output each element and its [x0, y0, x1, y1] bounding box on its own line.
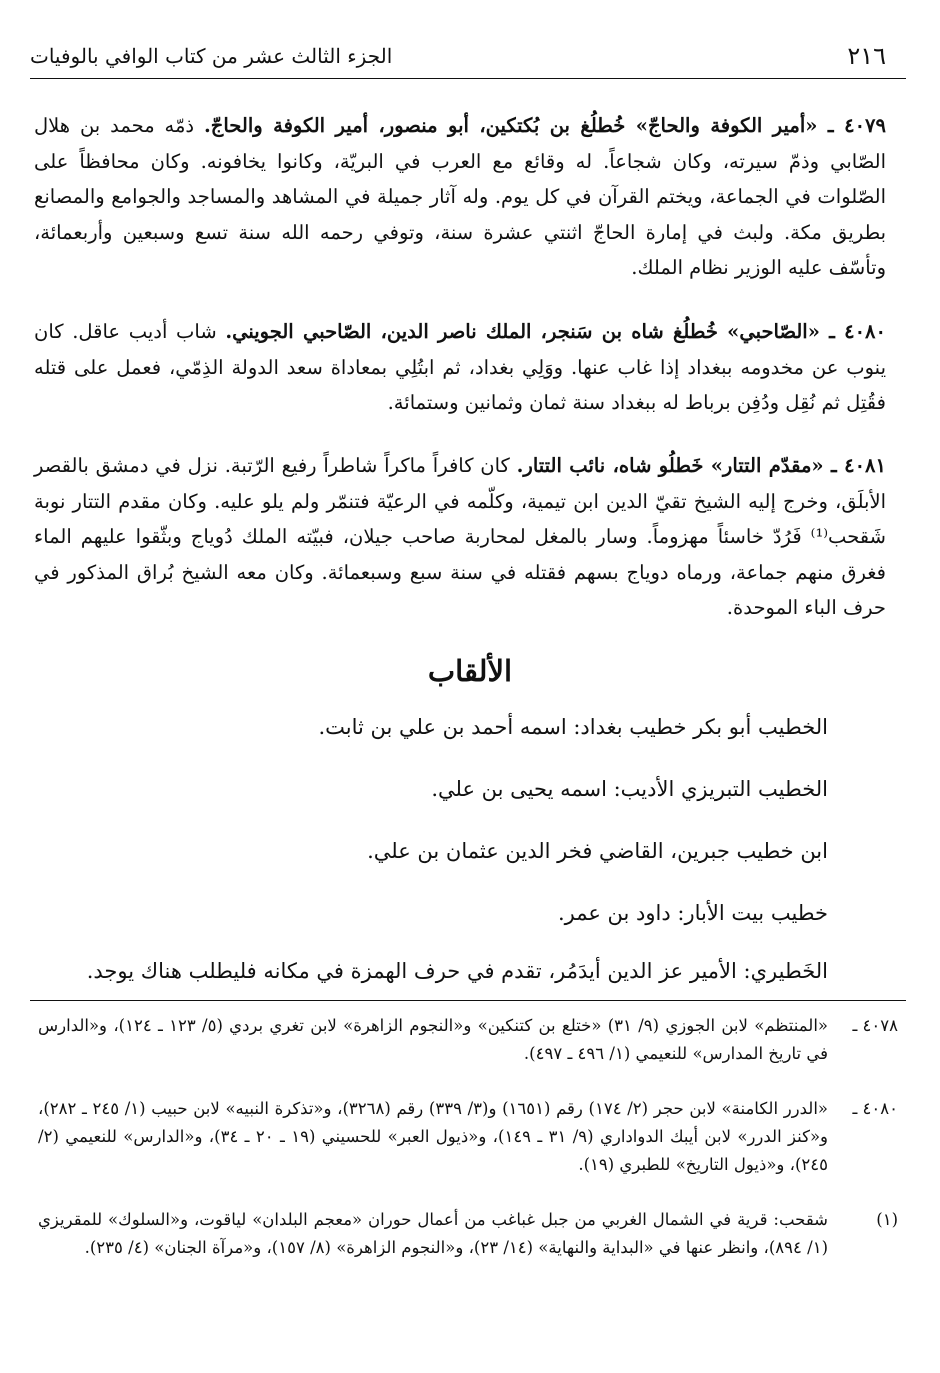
footnote	[38, 1012, 898, 1068]
footnote-text: «الدرر الكامنة» لابن حجر (٢/ ١٧٤) رقم (١٦٥١) و(٣/ ٣٣٩) رقم (٣٢٦٨)، و«تذكرة النبيه» لابن حبيب (١/ ٢٤٥ ـ ٢٨٢)، و«كنز الدرر» لابن أيبك الدواداري (٩/ ٣١ ـ ١٤٩)، و«ذيول العبر» للحسيني (١٩ ـ ٢٠ ـ ٣٤)، و«الدارس» للنعيمي (٢/ ٢٤٥)، و«ذيول التاريخ» للطبري (١٩).	[38, 1099, 829, 1174]
section-title-alqab: الألقاب	[427, 654, 513, 688]
page-number: ٢١٦	[847, 42, 886, 70]
page-header	[30, 38, 906, 79]
footnote-number: ٤٠٨٠ ـ	[852, 1099, 898, 1118]
laqab-entry: ابن خطيب جبرين، القاضي فخر الدين عثمان بن علي.	[367, 839, 828, 863]
laqab-entry: الخَطيري: الأمير عز الدين أيدَمُر، تقدم في حرف الهمزة في مكانه فليطلب هناك يوجد.	[86, 959, 828, 983]
laqab-entry: الخطيب التبريزي الأديب: اسمه يحيى بن علي.	[431, 777, 828, 801]
entry-heading: ٤٠٧٩ ـ «أمير الكوفة والحاجّ» خُطلُغ بن بُكتكين، أبو منصور، أمير الكوفة والحاجّ.	[203, 114, 886, 137]
laqab-entry: الخطيب أبو بكر خطيب بغداد: اسمه أحمد بن علي بن ثابت.	[318, 715, 828, 739]
footnote	[38, 1095, 898, 1179]
running-title: الجزء الثالث عشر من كتاب الوافي بالوفيات	[30, 44, 393, 68]
footnote-number: ٤٠٧٨ ـ	[852, 1016, 898, 1035]
entry-text: كان كافراً ماكراً شاطراً رفيع الرّتبة. نزل في دمشق بالقصر الأبلَق، وخرج إليه الشيخ تقيّ الدين ابن تيمية، وكلّمه في الرعيّة فتنمّر ولم يلو عليه. وكان مقدم التتار نوبة شَقحب⁽¹⁾ فَرُدّ خاسئاً مهزوماً. وسار بالمغل لمحاربة صاحب جيلان، فبيّته الملك دُوياج وبثّقوا عليهم الماء فغرق منهم جماعة، ورماه دوياج بسهم فقتله في سنة سبع وسبعمائة. وكان معه الشيخ بُراق المذكور في حرف الباء الموحدة.	[34, 454, 886, 619]
footnote-number: (١)	[876, 1210, 898, 1229]
footnote-text: شقحب: قرية في الشمال الغربي من جبل غباغب من أعمال حوران «معجم البلدان» لياقوت، و«السلوك» للمقريزي (١/ ٨٩٤)، وانظر عنها في «البداية والنهاية» (١٤/ ٢٣)، و«النجوم الزاهرة» (٨/ ١٥٧)، و«مرآة الجنان» (٤/ ٢٣٥).	[38, 1210, 828, 1257]
entry-text: شاب أديب عاقل. كان ينوب عن مخدومه ببغداد إذا غاب عنها. ووَلِي بغداد، ثم ابتُلِي بمعاداة سعد الدولة الذِمّي، فعمل على قتله فقُتِل ثم نُقِل ودُفِن برباط له ببغداد سنة ثمان وثمانين وستمائة.	[34, 320, 886, 414]
footnote-divider	[30, 1000, 906, 1001]
biography-entry-4079	[34, 108, 886, 286]
biography-entry-4080	[34, 314, 886, 421]
biography-entry-4081	[34, 448, 886, 626]
entry-heading: ٤٠٨٠ ـ «الصّاحبي» خُطلُغ شاه بن سَنجر، الملك ناصر الدين، الصّاحبي الجويني.	[225, 320, 886, 343]
entry-text: ذمّه محمد بن هلال الصّابي وذمّ سيرته، وكان شجاعاً. له وقائع مع العرب في البريّة، وكانوا يخافونه. وكان محافظاً على الصّلوات في الجماعة، ويختم القرآن في كل يوم. وله آثار جميلة في المشاهد والمساجد والجوامع والمصانع بطريق مكة. ولبث في إمارة الحاجّ اثنتي عشرة سنة، وتوفي رحمه الله سنة تسع وسبعين وأربعمائة، وتأسّف عليه الوزير نظام الملك.	[34, 114, 886, 279]
footnote	[38, 1206, 898, 1262]
footnote-text: «المنتظم» لابن الجوزي (٩/ ٣١) «ختلع بن كتنكين» و«النجوم الزاهرة» لابن تغري بردي (٥/ ١٢٣ ـ ١٢٤)، و«الدارس في تاريخ المدارس» للنعيمي (١/ ٤٩٦ ـ ٤٩٧).	[38, 1016, 829, 1063]
entry-heading: ٤٠٨١ ـ «مقدّم التتار» خَطلُو شاه، نائب التتار.	[516, 454, 886, 477]
laqab-entry: خطيب بيت الأبار: داود بن عمر.	[557, 901, 828, 925]
